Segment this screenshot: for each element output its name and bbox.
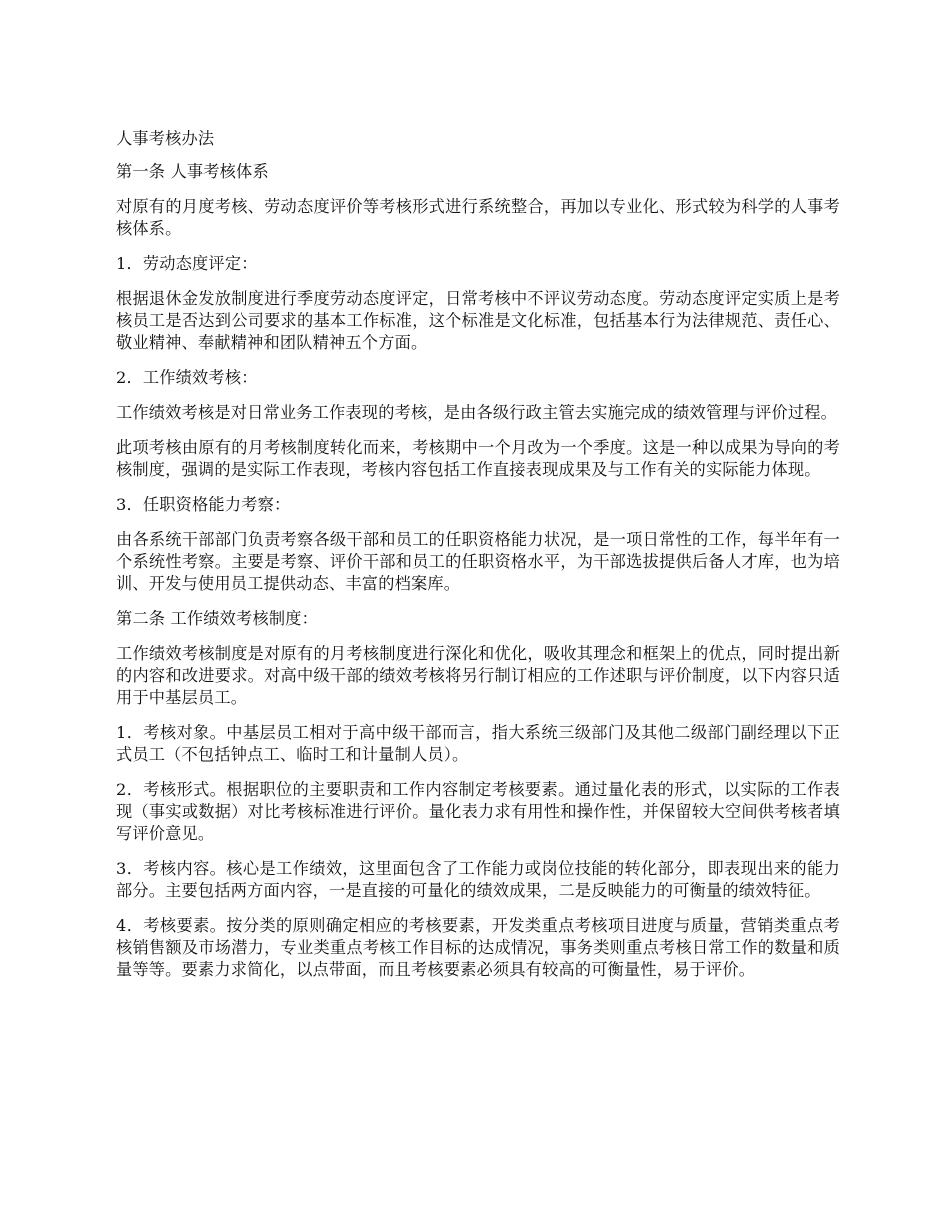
document-page	[116, 128, 840, 994]
section-heading: 2．工作绩效考核：	[116, 368, 258, 387]
paragraph: 此项考核由原有的月考核制度转化而来，考核期中一个月改为一个季度。这是一种以成果为导向的考核制度，强调的是实际工作表现，考核内容包括工作直接表现成果及与工作有关的实际能力体现。	[116, 438, 840, 479]
section-heading: 1．劳动态度评定：	[116, 254, 258, 273]
paragraph: 对原有的月度考核、劳动态度评价等考核形式进行系统整合，再加以专业化、形式较为科学的人事考核体系。	[116, 197, 840, 238]
paragraph: 工作绩效考核是对日常业务工作表现的考核，是由各级行政主管去实施完成的绩效管理与评价过程。	[116, 403, 838, 422]
list-item: 2．考核形式。根据职位的主要职责和工作内容制定考核要素。通过量化表的形式，以实际的工作表现（事实或数据）对比考核标准进行评价。量化表力求有用性和操作性，并保留较大空间供考核者填写评价意见。	[116, 780, 840, 843]
list-item: 3．考核内容。核心是工作绩效，这里面包含了工作能力或岗位技能的转化部分，即表现出来的能力部分。主要包括两方面内容，一是直接的可量化的绩效成果，二是反映能力的可衡量的绩效特征。	[116, 859, 840, 900]
section-heading: 3．任职资格能力考察：	[116, 495, 291, 514]
paragraph: 工作绩效考核制度是对原有的月考核制度进行深化和优化，吸收其理念和框架上的优点，同时提出新的内容和改进要求。对高中级干部的绩效考核将另行制订相应的工作述职与评价制度，以下内容只适用于中基层员工。	[116, 644, 840, 707]
paragraph: 根据退休金发放制度进行季度劳动态度评定，日常考核中不评议劳动态度。劳动态度评定实质上是考核员工是否达到公司要求的基本工作标准，这个标准是文化标准，包括基本行为法律规范、责任心、敬业精神、奉献精神和团队精神五个方面。	[116, 289, 840, 352]
article-2-heading: 第二条 工作绩效考核制度：	[116, 609, 318, 628]
article-1-heading: 第一条 人事考核体系	[116, 162, 269, 181]
list-item: 1．考核对象。中基层员工相对于高中级干部而言，指大系统三级部门及其他二级部门副经理以下正式员工（不包括钟点工、临时工和计量制人员）。	[116, 723, 840, 764]
list-item: 4．考核要素。按分类的原则确定相应的考核要素，开发类重点考核项目进度与质量，营销类重点考核销售额及市场潜力，专业类重点考核工作目标的达成情况，事务类则重点考核日常工作的数量和质量等等。要素力求简化，以点带面，而且考核要素必须具有较高的可衡量性，易于评价。	[116, 916, 840, 979]
document-title: 人事考核办法	[116, 129, 215, 148]
paragraph: 由各系统干部部门负责考察各级干部和员工的任职资格能力状况，是一项日常性的工作，每半年有一个系统性考察。主要是考察、评价干部和员工的任职资格水平，为干部选拔提供后备人才库，也为培训、开发与使用员工提供动态、丰富的档案库。	[116, 530, 840, 593]
